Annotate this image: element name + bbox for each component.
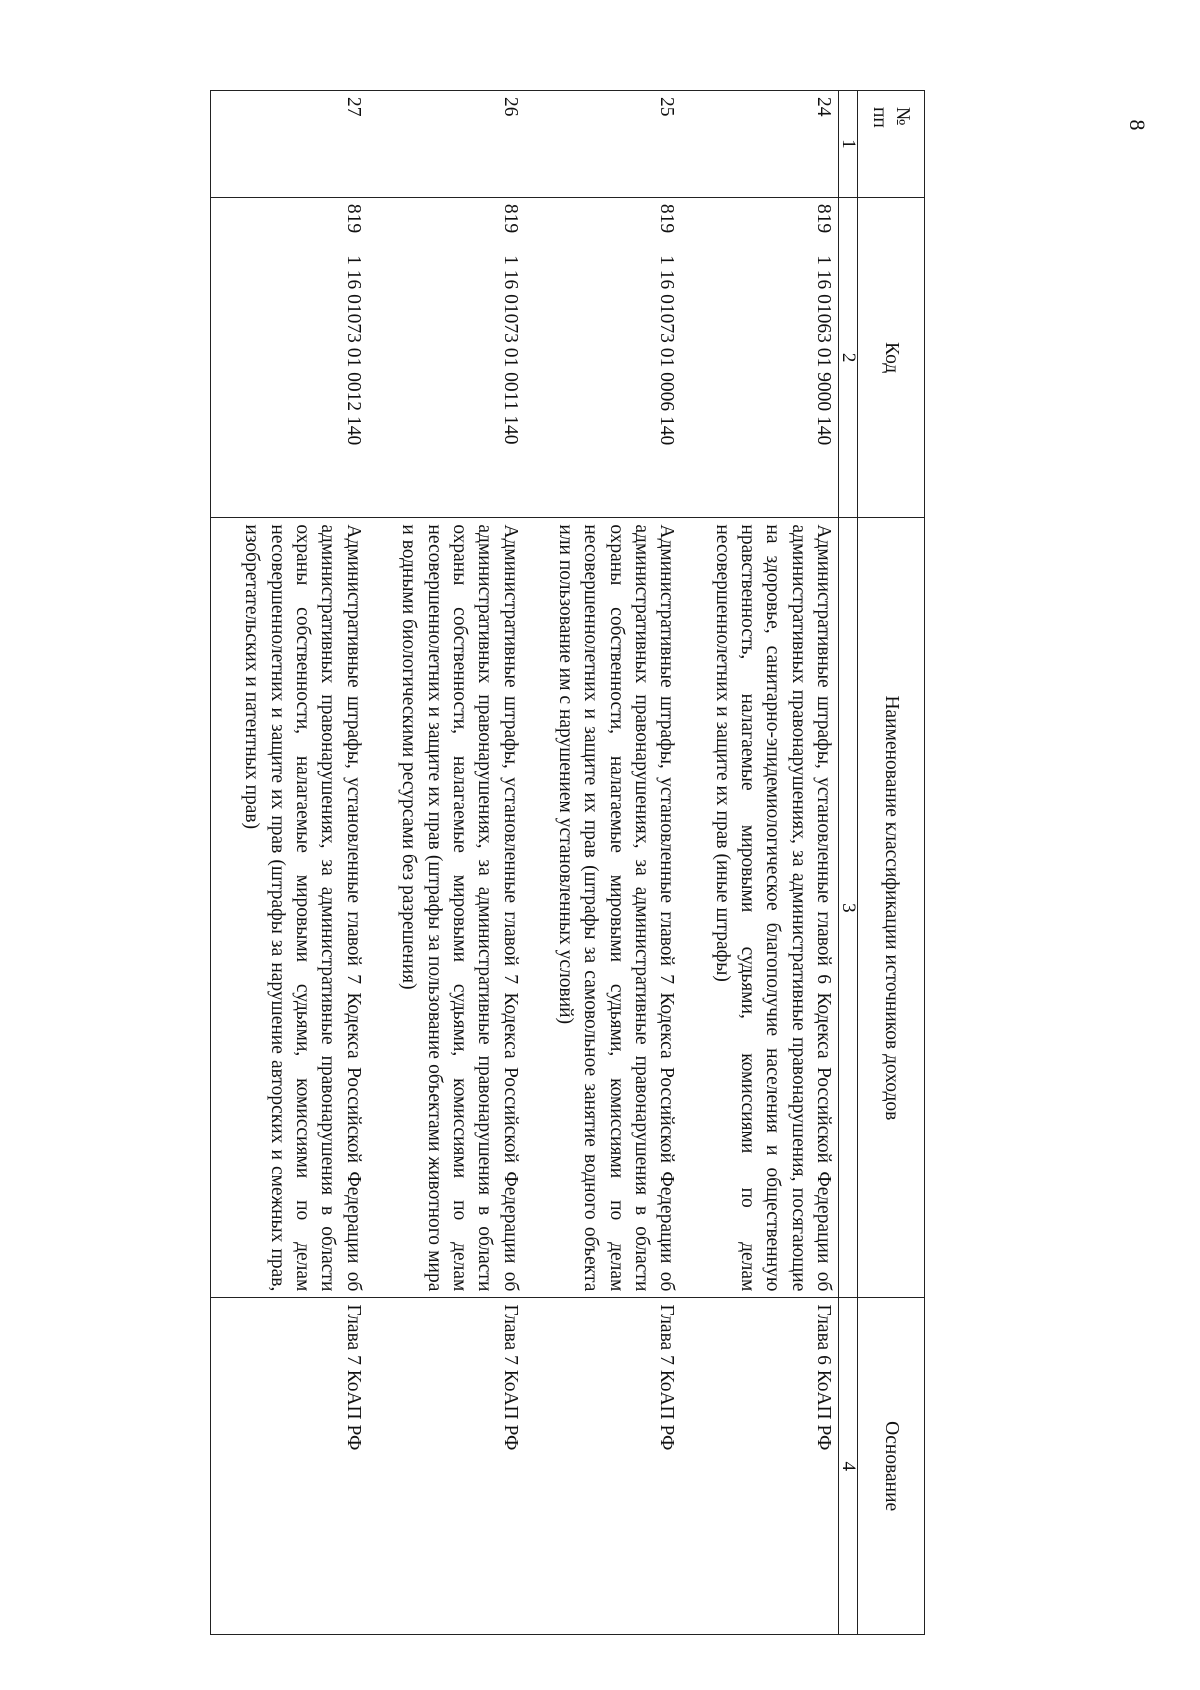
column-number-row: [839, 91, 858, 1635]
table-header: [839, 91, 925, 1635]
header-row: [858, 91, 925, 1635]
row-code-cell: [211, 197, 368, 518]
header-number-line1: №: [892, 107, 914, 126]
header-number: [858, 91, 925, 198]
table-row: [681, 91, 838, 1635]
row-basis: Глава 6 КоАП РФ: [681, 1298, 838, 1635]
row-number: 24: [681, 91, 838, 198]
row-basis: Глава 7 КоАП РФ: [525, 1298, 682, 1635]
row-number: 25: [525, 91, 682, 198]
row-basis: Глава 7 КоАП РФ: [368, 1298, 525, 1635]
row-name: Административные штрафы, установленные главой 7 Кодекса Российской Федерации об административных правонарушениях, за административные правонарушения в области охраны собственности, налагаемые мировыми судьями, комиссиями по делам несовершеннолетних и защите их прав (штрафы за нарушение авторских и смежных прав, изобретательских и патентных прав): [211, 518, 368, 1298]
row-number: 26: [368, 91, 525, 198]
row-code-cell: [368, 197, 525, 518]
row-name: Административные штрафы, установленные главой 7 Кодекса Российской Федерации об административных правонарушениях, за административные правонарушения в области охраны собственности, налагаемые мировыми судьями, комиссиями по делам несовершеннолетних и защите их прав (штрафы за пользование объектами животного мира и водными биологическими ресурсами без разрешения): [368, 518, 525, 1298]
header-basis: Основание: [858, 1298, 925, 1635]
header-name: Наименование классификации источников доходов: [858, 518, 925, 1298]
table-body: [211, 91, 839, 1635]
column-number: 1: [839, 91, 858, 198]
row-name: Административные штрафы, установленные главой 7 Кодекса Российской Федерации об административных правонарушениях, за административные правонарушения в области охраны собственности, налагаемые мировыми судьями, комиссиями по делам несовершеннолетних и защите их прав (штрафы за самовольное занятие водного объекта или пользование им с нарушением установленных условий): [525, 518, 682, 1298]
column-number: 4: [839, 1298, 858, 1635]
row-name: Административные штрафы, установленные главой 6 Кодекса Российской Федерации об административных правонарушениях, за административные правонарушения, посягающие на здоровье, санитарно-эпидемиологическое благополучие населения и общественную нравственность, налагаемые мировыми судьями, комиссиями по делам несовершеннолетних и защите их прав (иные штрафы): [681, 518, 838, 1298]
row-number: 27: [211, 91, 368, 198]
page-number: 8: [1125, 119, 1150, 131]
income-code: 1 16 01063 01 9000 140: [813, 255, 834, 446]
admin-code: 819: [499, 203, 521, 234]
table-row: [525, 91, 682, 1635]
income-classification-table: [210, 90, 925, 1635]
column-number: 2: [839, 197, 858, 518]
admin-code: 819: [656, 203, 678, 234]
column-number: 3: [839, 518, 858, 1298]
income-code: 1 16 01073 01 0012 140: [342, 255, 364, 446]
table-row: [368, 91, 525, 1635]
income-code: 1 16 01073 01 0006 140: [656, 255, 678, 446]
admin-code: 819: [342, 203, 364, 234]
income-code: 1 16 01073 01 0011 140: [499, 255, 521, 445]
admin-code: 819: [813, 203, 834, 234]
header-code: Код: [858, 197, 925, 518]
table-row: [211, 91, 368, 1635]
header-number-line2: пп: [869, 107, 890, 128]
row-code-cell: [525, 197, 682, 518]
row-basis: Глава 7 КоАП РФ: [211, 1298, 368, 1635]
row-code-cell: [681, 197, 838, 518]
rotated-table-container: [165, 90, 925, 1670]
